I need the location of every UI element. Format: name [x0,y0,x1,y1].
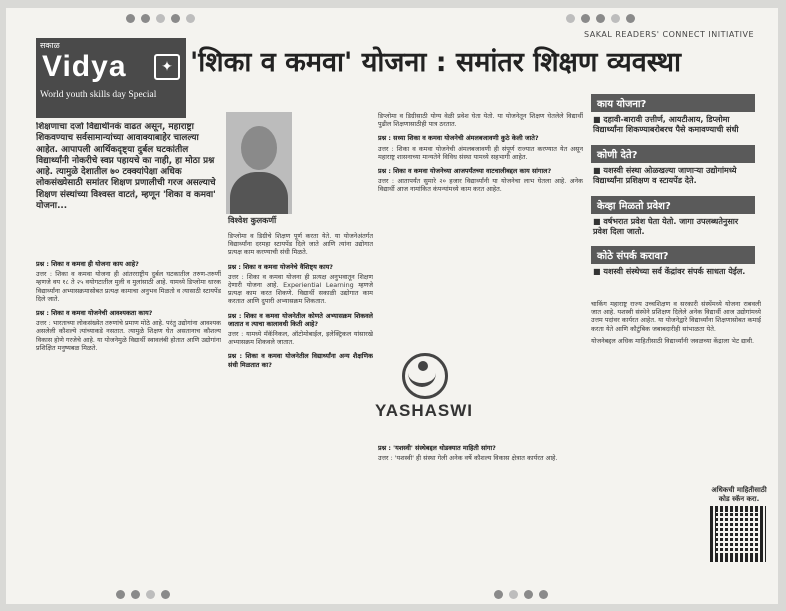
question-heading: प्रश्न : शिका व कमवा योजनेची आवश्यकता काय? [36,309,153,318]
sidebar-body: ■ यशस्वी संस्था ओळखल्या जाणाऱ्या उद्योगांमध्ये विद्यार्थ्यांना प्रशिक्षण व स्टायपेंड देते. [593,165,737,186]
question-heading: प्रश्न : 'यशस्वी' संस्थेबद्दल थोडक्यात माहिती सांगा? [378,444,496,452]
answer-paragraph: उत्तर : 'यशस्वी' ही संस्था गेली अनेक वर्षे कौशल्य विकास क्षेत्रात कार्यरत आहे. [378,454,558,463]
question-heading: प्रश्न : शिका व कमवा योजनेतील विद्यार्थ्यांना अन्य शैक्षणिक संधी मिळतात का? [228,352,373,369]
article-column-2 [228,232,373,592]
masthead-small: सकाळ [40,41,60,50]
answer-paragraph: योजनेबद्दल अधिक माहितीसाठी विद्यार्थ्यांनी जवळच्या केंद्राला भेट द्यावी. [591,336,755,345]
question-heading: प्रश्न : शिका व कमवा ही योजना काय आहे? [36,260,139,268]
answer-paragraph: उत्तर : यामध्ये मॅकॅनिकल, ऑटोमोबाईल, इलेक्ट्रिकल यांसारखे अभ्यासक्रम शिकवले जातात. [228,330,373,347]
qr-code[interactable] [710,506,766,562]
author-byline: विश्वेश कुलकर्णी [228,216,277,225]
intro-paragraph: शिक्षणाचा दर्जा विद्यार्थीनकं वाढत असून, महाराष्ट्रा शिकवण्याच सर्वसामान्यांच्या आवाक्याबाहेर चालल्या आहेत. आपापली आर्थिकदृष्ट्या दुर्बल घटकांतील विद्यार्थ्यांनी नोकरीचे स्वप्न पहायचे का नाही, हा मोठा प्रश्न आहे. त्यामुळे देशातील ७० टक्क्यांपेक्षा अधिक लोकसंख्येसाठी समांतर शिक्षण प्रणालीची गरज असल्याचे शिक्षण संस्थांच्या विश्वस्त वाटतं, म्हणून 'शिका व कमवा' योजना... [36,122,216,212]
question-heading: प्रश्न : शिका व कमवा योजनेच्या आजपर्यंतच्या वाटचालीबद्दल काय सांगाल? [378,167,552,176]
sidebar-heading: काय योजना? [591,94,755,112]
answer-paragraph: उत्तर : शिका व कमवा योजनेची अंमलबजावणी ही संपूर्ण राज्यात करण्यात येत असून महाराष्ट्र शासनाच्या मान्यतेने विविध संस्था यामध्ये सहभागी आहेत. [378,144,583,161]
article-column-1 [36,254,221,589]
sidebar-body: ■ वर्षभरात प्रवेश घेता येतो. जागा उपलब्धतेनुसार प्रवेश दिला जातो. [593,216,739,237]
sidebar-body: ■ दहावी-बारावी उत्तीर्ण, आयटीआय, डिप्लोमा विद्यार्थ्यांना शिकण्याबरोबरच पैसे कमावण्याची संधी [593,115,739,135]
article-column-3 [378,112,583,352]
star-icon: ✦ [154,54,180,80]
registration-dots-top-left [126,14,195,23]
registration-dots-bottom-right [494,590,548,599]
answer-paragraph: उत्तर : आतापर्यंत सुमारे २० हजार विद्यार्थ्यांनी या योजनेचा लाभ घेतला आहे. अनेक विद्यार्थी आज नामांकित कंपन्यांमध्ये काम करत आहेत. [378,177,583,194]
question-heading: प्रश्न : शिका व कमवा योजनेचे वैशिष्ट्य काय? [228,262,334,271]
registration-dots-top-right [566,14,635,23]
author-photo [226,112,292,214]
qr-label: अधिकची माहितीसाठी कोड स्कॅन करा. [711,486,767,503]
logo-wordmark: YASHASWI [374,401,474,420]
answer-paragraph: उत्तर : भारताच्या लोकसंख्येत तरुणांचे प्रमाण मोठे आहे. परंतु उद्योगांना आवश्यक असलेली कौशल्ये त्यांच्याकडे नसतात. त्यामुळे शिक्षण घेत असतानाच कौशल्य विकास होणे गरजेचे आहे. या योजनेमुळे विद्यार्थी स्वावलंबी होतात आणि उद्योगांना प्रशिक्षित मनुष्यबळ मिळते. [36,319,221,352]
initiative-label: SAKAL READERS' CONNECT INITIATIVE [584,30,754,39]
question-heading: प्रश्न : सध्या शिका व कमवा योजनेची अंमलबजावणी कुठे केली जाते? [378,134,539,143]
newspaper-page [6,8,778,604]
sidebar-body: ■ यशस्वी संस्थेच्या सर्व केंद्रांवर संपर्क साधता येईल. [593,267,746,277]
article-column-4 [378,438,583,588]
answer-paragraph: चाकिंग महाराष्ट्र राज्य उच्चशिक्षण व सरकारी संस्थेंमध्ये योजना राबवली जात आहे. यशस्वी संस्थेने प्रशिक्षण दिलेले अनेक विद्यार्थी आज उद्योगांमध्ये उत्तम पदांवर कार्यरत आहेत. या योजनेद्वारे विद्यार्थ्यांना शिक्षणासोबत कमाई करता येते आणि कौटुंबिक जबाबदारीही सांभाळता येते. [591,300,761,333]
registration-dots-bottom-left [116,590,170,599]
answer-paragraph: डिप्लोमा व डिग्रीसाठी योग्य वेळी प्रवेश घेता येतो. या योजनेतून शिक्षण घेतलेले विद्यार्थी पुढील शिक्षणासाठीही पात्र ठरतात. [378,112,583,129]
sidebar-heading: केव्हा मिळतो प्रवेश? [591,196,755,214]
masthead-tagline: World youth skills day Special [40,90,157,100]
question-heading: प्रश्न : शिका व कमवा योजनेतील कोणते अभ्यासक्रम शिकवले जातात व त्याचा कालावधी किती आहे? [228,311,373,328]
masthead-brand: Vidya [42,50,127,83]
page-headline: 'शिका व कमवा' योजना : समांतर शिक्षण व्यवस्था [190,47,681,78]
answer-paragraph: उत्तर : शिका व कमवा योजना ही प्रत्यक्ष अनुभवातून शिक्षण देणारी योजना आहे. Experiential Learning म्हणजे प्रत्यक्ष काम करत शिकणे. विद्यार्थी सकाळी उद्योगात काम करतात आणि दुपारी अभ्यासक्रम शिकतात. [228,272,373,306]
answer-paragraph: डिप्लोमा व डिग्रीचे शिक्षण पूर्ण करता येते. या योजनेअंतर्गत विद्यार्थ्यांना दरमहा स्टायपेंड दिले जाते आणि त्यांना उद्योगात प्रत्यक्ष काम करण्याची संधी मिळते. [228,232,373,257]
yashaswi-logo [364,353,484,433]
vidya-masthead [36,38,186,118]
answer-paragraph: उत्तर : शिका व कमवा योजना ही आंतरराष्ट्रीय दुर्बल घटकातील तरुण-तरुणीं म्हणजे वय १८ ते २५ वयोगटातील मुली व मुलांसाठी आहे. यामध्ये डिप्लोमा धारक विद्यार्थ्यांना अभ्यासक्रमासोबत प्रत्यक्ष कामाचा अनुभव मिळतो व त्यासाठी स्टायपेंड दिले जाते. [36,270,221,303]
sidebar-heading: कोठे संपर्क करावा? [591,246,755,264]
info-sidebar [591,88,755,293]
sidebar-heading: कोणी देते? [591,145,755,163]
